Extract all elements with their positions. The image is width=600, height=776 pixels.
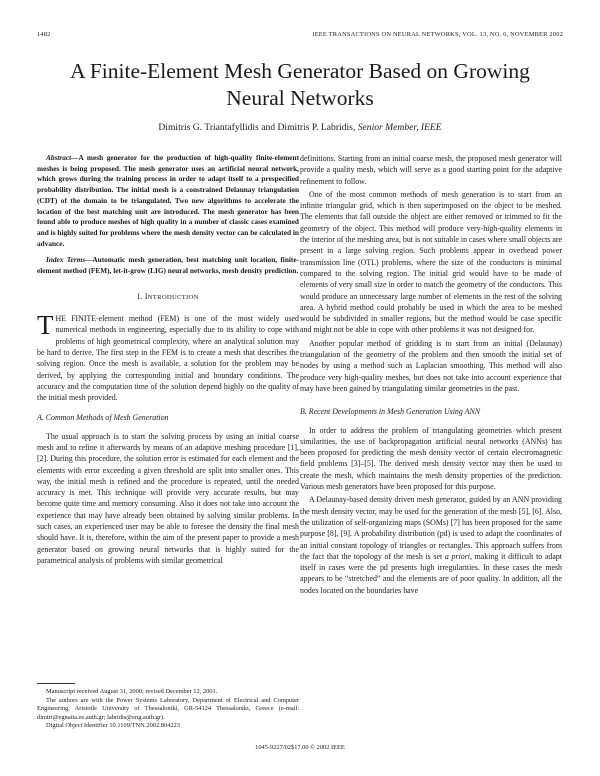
paragraph-b2: A Delaunay-based density driven mesh generator, guided by an ANN providing the mesh density vector, may be used for the generation of the mesh [5], [6]. Also, the utilization of self-organizing maps (SOMs) [7] has been proposed for the same purpose [8], [9]. A probability distribution (pd) is used to adapt the coordinates of an initial constant topology of triangles or rectangles. This approach suffers from the fact that the topology of the mesh is set a priori, making it difficult to adapt itself in cases were the pd presents high irregularities. In these cases the mesh appears to be “stretched” and the elements are of poor quality. In addition, all the nodes located on the boundaries have (300, 495, 562, 595)
paper-title (20, 58, 580, 112)
footnote-rule (37, 683, 75, 684)
left-column (37, 153, 299, 566)
author-membership: Senior Member, IEEE (357, 122, 442, 133)
footnote-received: Manuscript received August 31, 2000; revised December 12, 2001. (46, 688, 218, 695)
footnote (37, 688, 299, 731)
paragraph-a1: The usual approach is to start the solving process by using an initial coarse mesh and to refine it afterwards by means of an adaptive meshing procedure [1], [2]. During this procedure, the solution error is estimated for each element and the elements with error exceeding a given threshold are split into smaller ones. This way, the initial mesh is refined and the procedure is repeated, until the needed accuracy is met. This technique will provide very accurate results, but may become quite time and memory consuming. Also it does not take into account the experience that may have already been obtained by solving similar problems. In such cases, an experienced user may be able to foresee the density the final mesh should have. It is, therefore, within the aim of the present paper to provide a mesh generator based on growing neural networks that is highly suited for the parametrical analysis of problems with similar geometrical (37, 431, 299, 565)
title-line-2: Neural Networks (226, 86, 374, 110)
footnote-affiliation: The authors are with the Power Systems Laboratory, Department of Electrical and Computer Engineering, Aristotle University of Thessaloniki, GR-54124 Thessaloniki, Greece (e-mail: dimtri@egnatia.ee.auth.gr; labridis@eng.auth.gr). (37, 696, 299, 721)
footnote-doi: Digital Object Identifier 10.1109/TNN.2002.804223 (46, 722, 180, 730)
paragraph-r2: One of the most common methods of mesh generation is to start from an infinite triangular grid, which is then superimposed on the object to be meshed. The elements that fall outside the object are either removed or trimmed to fit the geometry of the object. This method will produce very-high-quality elements in the interior of the meshing area, but is not suitable in cases where small objects are present in a large solving region. Such problems appear in overhead power transmission line (OTL) problems, where the size of the conductors is minimal compared to the solving region. The initial grid would have to be made of elements of very small size in order to match the geometry of the conductors. This would produce an unnecessary large number of elements in the rest of the solving area. A hybrid method could probably be used in which the area to be meshed would be subdivided in smaller regions, but the method would be case specific and might not be able to cope with other problems it was not designed for. (300, 189, 562, 335)
abstract-text: —A mesh generator for the production of high-quality finite-element meshes is being proposed. The mesh generator uses an artificial neural network, which grows during the training process in order to adapt itself to a prespecified probability distribution. The initial mesh is a constrained Delaunay triangulation (CDT) of the domain to be triangulated. Two new algorithms to accelerate the location of the best matching unit are introduced. The mesh generator has been found able to produce meshes of high quality in a number of classic cases examined and is highly suited for problems where the mesh density vector can be calculated in advance. (37, 153, 299, 248)
subsection-heading-a: A. Common Methods of Mesh Generation (37, 413, 169, 423)
author-line (20, 122, 580, 134)
running-header (37, 31, 563, 43)
paragraph-r3: Another popular method of gridding is to start from an initial (Delaunay) triangulation of the geometry of the problem and then smooth the initial set of nodes by using a method such as Laplacian smoothing. This method will also produce very high-quality meshes, but does not take into account experience that may have been gained by triangulating similar geometries in the past. (300, 338, 562, 393)
drop-cap: T (37, 310, 54, 341)
subsection-heading-b: B. Recent Developments in Mesh Generation Using ANN (300, 407, 480, 417)
abstract (37, 153, 299, 249)
index-terms-text: —Automatic mesh generation, best matching unit location, finite-element method (FEM), let-it-grow (LIG) neural networks, mesh density prediction. (37, 255, 299, 276)
page-number: 1482 (37, 31, 51, 38)
paragraph-b1: In order to address the problem of triangulating geometries which present similarities, the use of backpropagation artificial neural networks (ANNs) has been proposed for predicting the mesh density vector of certain electromagnetic field problems [3]–[5]. The derived mesh density vector may then be used to create the mesh, which maintains the mesh density properties of the prediction. Various mesh generators have been proposed for this purpose. (300, 425, 562, 492)
paragraph-r1: definitions. Starting from an initial coarse mesh, the proposed mesh generator will provide a quality mesh, which will serve as a good starting point for the adaptive refinement to follow. (300, 154, 562, 186)
copyright-line: 1045-9227/02$17.00 © 2002 IEEE (255, 744, 345, 751)
index-terms-label: Index Terms (46, 255, 86, 265)
section-heading-introduction: I. INTRODUCTION (137, 291, 199, 301)
intro-paragraph: THE FINITE-element method (FEM) is one of the most widely used numerical methods in engineering, especially due to its ability to cope with problems of high geometrical complexity, where an analytical solution may be hard to derive. The first step in the FEM is to create a mesh that describes the solving region. Once the mesh is available, a solution for the problem may be derived, by applying the corresponding initial and boundary conditions. The accuracy and the computation time of the solution depend highly on the quality of the initial mesh provided. (37, 310, 299, 403)
title-line-1: A Finite-Element Mesh Generator Based on Growing (70, 59, 530, 83)
abstract-label: Abstract (46, 153, 72, 162)
right-column (300, 153, 562, 596)
journal-header: IEEE TRANSACTIONS ON NEURAL NETWORKS, VOL. 13, NO. 6, NOVEMBER 2002 (312, 31, 563, 38)
author-names: Dimitris G. Triantafyllidis and Dimitris P. Labridis, (158, 122, 356, 133)
index-terms (37, 255, 299, 276)
